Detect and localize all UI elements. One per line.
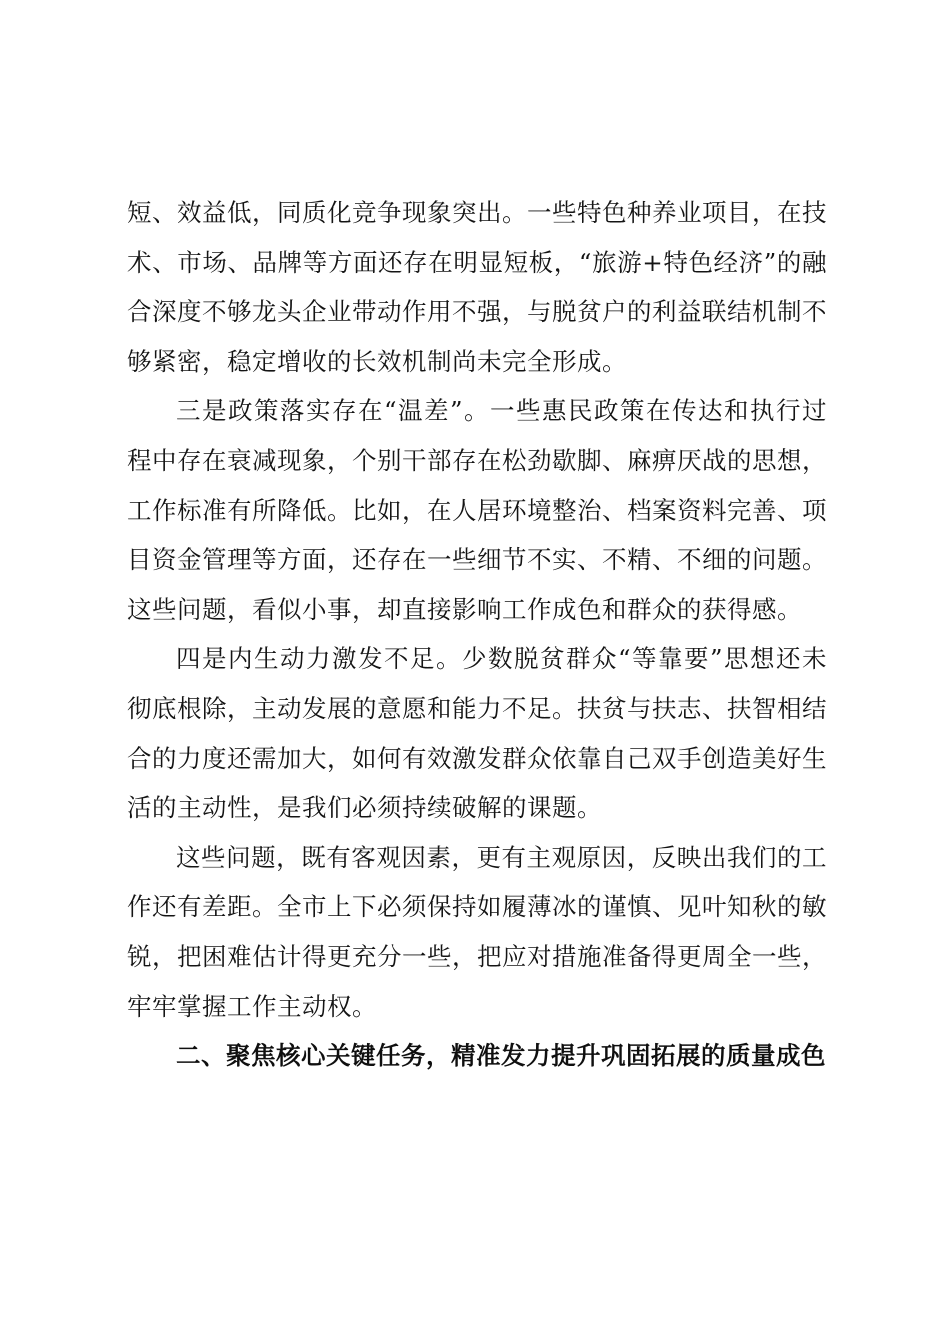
paragraph-policy-implementation: 三是政策落实存在“温差”。一些惠民政策在传达和执行过程中存在衰减现象，个别干部存在松劲歇脚、麻痹厌战的思想，工作标准有所降低。比如，在人居环境整治、档案资料完善、项目资金管理等方面，还存在一些细节不实、不精、不细的问题。这些问题，看似小事，却直接影响工作成色和群众的获得感。 (127, 396, 827, 624)
section-heading: 二、聚焦核心关键任务，精准发力提升巩固拓展的质量成色 (176, 1041, 826, 1071)
paragraph-problem-summary: 这些问题，既有客观因素，更有主观原因，反映出我们的工作还有差距。全市上下必须保持如履薄冰的谨慎、见叶知秋的敏锐，把困难估计得更充分一些，把应对措施准备得更周全一些，牢牢掌握工作主动权。 (127, 842, 827, 1021)
paragraph-continuation: 短、效益低，同质化竞争现象突出。一些特色种养业项目，在技术、市场、品牌等方面还存在明显短板，“旅游+特色经济”的融合深度不够龙头企业带动作用不强，与脱贫户的利益联结机制不够紧密，稳定增收的长效机制尚未完全形成。 (127, 198, 827, 376)
paragraph-internal-motivation: 四是内生动力激发不足。少数脱贫群众“等靠要”思想还未彻底根除，主动发展的意愿和能力不足。扶贫与扶志、扶智相结合的力度还需加大，如何有效激发群众依靠自己双手创造美好生活的主动性，是我们必须持续破解的课题。 (127, 644, 827, 823)
document-body (127, 188, 827, 1081)
